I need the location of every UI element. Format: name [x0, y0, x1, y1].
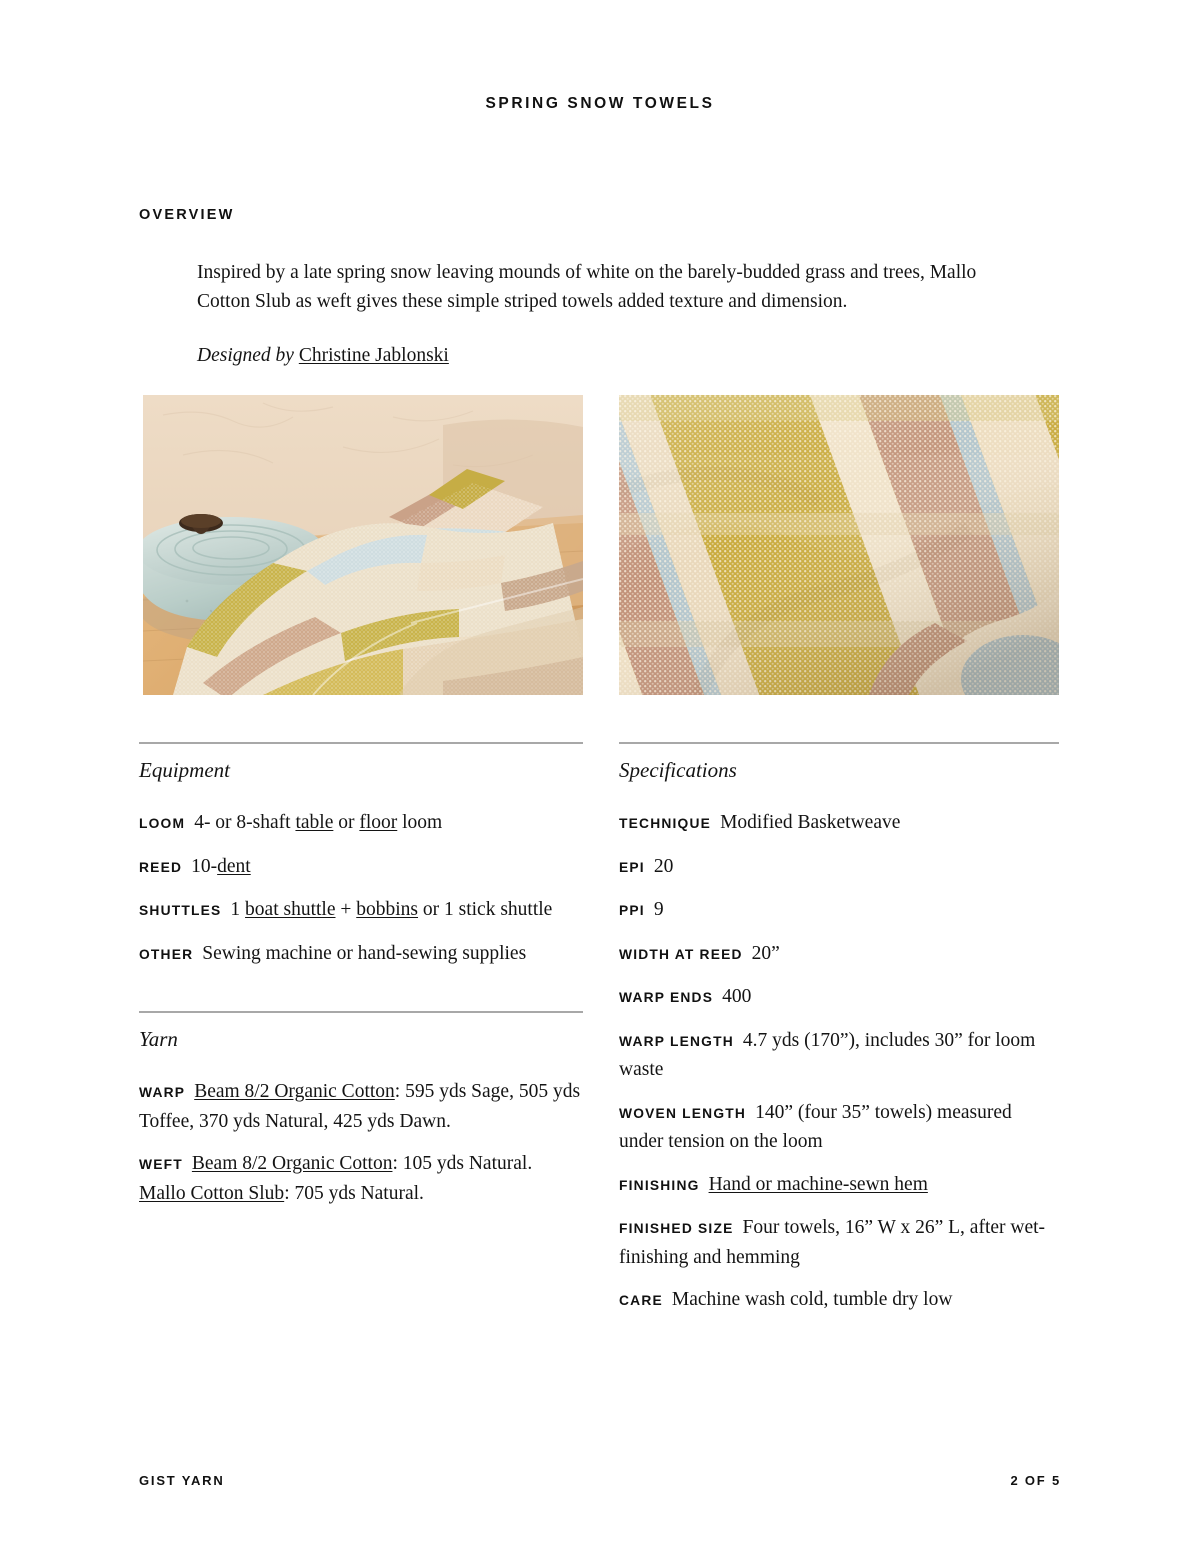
designer-line — [197, 341, 987, 370]
yarn-value-warp — [139, 1081, 580, 1132]
weft-yarn-link-2[interactable]: Mallo Cotton Slub — [139, 1182, 285, 1204]
yarn-row-weft — [139, 1150, 583, 1208]
spec-row-finished-size — [619, 1214, 1059, 1272]
specifications-divider — [619, 742, 1059, 744]
spec-label-care: CARE — [619, 1293, 663, 1308]
weft-yarn-amount-1: : 105 yds Natural. — [392, 1153, 533, 1174]
equipment-label-loom: LOOM — [139, 816, 186, 831]
warp-yarn-link[interactable]: Beam 8/2 Organic Cotton — [194, 1081, 395, 1102]
footer-brand: GIST YARN — [139, 1473, 225, 1488]
overview-paragraph: Inspired by a late spring snow leaving mounds of white on the barely-budded grass and trees, Mallo Cotton Slub as weft gives these simple striped towels added texture and dimension. — [197, 262, 977, 312]
styled-towels-illustration — [143, 395, 583, 695]
warp-yarn-amounts: : 595 yds Sage, 505 yds Toffee, 370 yds Natural, 425 yds Dawn. — [139, 1081, 581, 1132]
spec-row-ppi — [619, 896, 1059, 926]
yarn-block — [139, 1011, 583, 1208]
equipment-column — [139, 742, 583, 1222]
shuttles-value-pre: 1 — [230, 899, 246, 920]
spec-label-woven-length: WOVEN LENGTH — [619, 1105, 747, 1121]
spec-label-warp-length: WARP LENGTH — [619, 1033, 734, 1049]
loom-floor-link[interactable]: floor — [359, 812, 398, 833]
loom-value-post: loom — [397, 812, 443, 833]
spec-row-finishing — [619, 1171, 1059, 1201]
shuttles-value-post: or 1 stick shuttle — [418, 899, 553, 920]
spec-value-finished-size: Four towels, 16” W x 26” L, after wet-finishing and hemming — [619, 1217, 1046, 1268]
yarn-divider — [139, 1011, 583, 1013]
overview-body — [197, 258, 987, 370]
yarn-row-warp — [139, 1078, 583, 1136]
reed-value-pre: 10- — [191, 855, 218, 877]
equipment-row-reed — [139, 853, 583, 883]
spec-value-care: Machine wash cold, tumble dry low — [671, 1289, 953, 1310]
specifications-column — [619, 742, 1059, 1330]
loom-table-link[interactable]: table — [295, 812, 334, 833]
overview-heading: OVERVIEW — [139, 207, 235, 223]
spec-label-width-at-reed: WIDTH AT REED — [619, 946, 743, 962]
spec-value-technique: Modified Basketweave — [720, 812, 901, 833]
bobbins-link[interactable]: bobbins — [356, 899, 419, 920]
loom-value-mid: or — [333, 812, 360, 833]
page-title: SPRING SNOW TOWELS — [485, 95, 715, 112]
fabric-detail-photo — [619, 395, 1059, 695]
weft-yarn-link-1[interactable]: Beam 8/2 Organic Cotton — [191, 1153, 393, 1174]
equipment-label-shuttles: SHUTTLES — [139, 903, 222, 918]
spec-row-care — [619, 1286, 1059, 1316]
spec-row-warp-length — [619, 1027, 1059, 1085]
boat-shuttle-link[interactable]: boat shuttle — [245, 899, 336, 920]
footer-page-number: 2 OF 5 — [1010, 1473, 1061, 1488]
shuttles-value-mid: + — [335, 899, 357, 920]
yarn-label-weft: WEFT — [139, 1157, 183, 1172]
spec-value-width-at-reed: 20” — [751, 942, 780, 964]
equipment-row-shuttles — [139, 896, 583, 926]
loom-value-pre: 4- or 8-shaft — [194, 812, 296, 833]
spec-label-finishing: FINISHING — [619, 1177, 700, 1193]
equipment-value-loom — [194, 812, 442, 833]
spec-row-woven-length — [619, 1099, 1059, 1157]
equipment-row-loom — [139, 809, 583, 839]
spec-label-finished-size: FINISHED SIZE — [619, 1221, 734, 1236]
designer-link[interactable]: Christine Jablonski — [298, 345, 449, 366]
specifications-title: Specifications — [619, 758, 737, 782]
spec-value-woven-length: 140” (four 35” towels) measured under tension on the loom — [619, 1101, 1012, 1152]
spec-value-finishing[interactable]: Hand or machine-sewn hem — [708, 1173, 928, 1195]
yarn-title: Yarn — [139, 1027, 178, 1051]
spec-row-width-at-reed — [619, 940, 1059, 970]
spec-label-ppi: PPI — [619, 903, 645, 918]
spec-label-warp-ends: WARP ENDS — [619, 990, 714, 1005]
reed-dent-link[interactable]: dent — [217, 855, 251, 877]
yarn-list — [139, 1078, 583, 1208]
equipment-divider — [139, 742, 583, 744]
spec-value-warp-length: 4.7 yds (170”), includes 30” for loom waste — [619, 1029, 1036, 1080]
specifications-list — [619, 809, 1059, 1316]
spec-value-ppi: 9 — [653, 899, 664, 920]
equipment-label-reed: REED — [139, 859, 183, 875]
yarn-label-warp: WARP — [139, 1085, 186, 1100]
weft-yarn-amount-2: : 705 yds Natural. — [284, 1182, 424, 1204]
spec-row-epi — [619, 853, 1059, 883]
spec-value-epi: 20 — [653, 855, 674, 877]
yarn-value-weft — [139, 1153, 532, 1204]
equipment-value-shuttles — [230, 899, 552, 920]
equipment-title: Equipment — [139, 758, 230, 782]
styled-towels-photo — [143, 395, 583, 695]
page-footer — [139, 1473, 1061, 1488]
equipment-row-other — [139, 940, 583, 970]
spec-value-warp-ends: 400 — [722, 986, 752, 1007]
spec-row-warp-ends — [619, 983, 1059, 1013]
spec-label-epi: EPI — [619, 859, 645, 875]
equipment-label-other: OTHER — [139, 946, 194, 962]
fabric-detail-illustration — [619, 395, 1059, 695]
spec-label-technique: TECHNIQUE — [619, 816, 712, 831]
equipment-value-reed — [191, 856, 251, 877]
equipment-list — [139, 809, 583, 969]
spec-row-technique — [619, 809, 1059, 839]
equipment-value-other: Sewing machine or hand-sewing supplies — [202, 942, 527, 964]
designed-by-label: Designed by — [197, 345, 294, 366]
